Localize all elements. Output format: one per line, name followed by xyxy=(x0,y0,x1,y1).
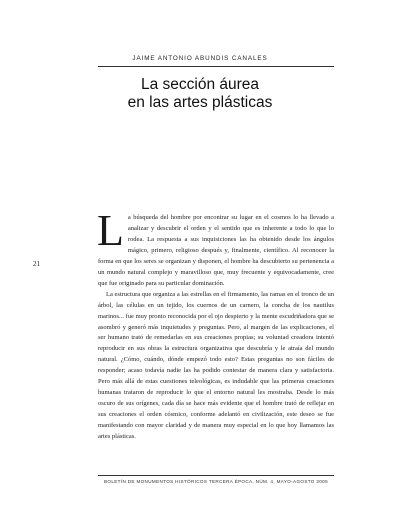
footer-rule xyxy=(98,475,334,476)
paragraph-2: La estructura que organiza a las estrellas en el firmamento, las ramas en el tronco de un árbol, las células en un tejido, los cuernos de un carnero, la concha de los nautilus marinos... fue muy pronto reconocida por el ojo despierto y la mente escudriñadora que se asombró y generó más inquietudes y preguntas. Pero, al margen de las explicaciones, el ser humano trató de remedarlas en sus creaciones propias; su voluntad creadora intentó reproducir en sus obras la estructura organizativa que descubría y le atraía del mundo natural. ¿Cómo, cuándo, dónde empezó todo esto? Estas preguntas no son fáciles de responder; acaso todavía nadie las ha podido contestar de manera clara y satisfactoria. Pero más allá de estas cuestiones teleológicas, es indudable que las primeras creaciones humanas trataron de reproducir lo que el entorno natural les mostraba. Desde lo más oscuro de sus orígenes, cada día se hace más evidente que el hombre trató de reflejar en sus creaciones el orden cósmico, conforme adelantó en civilización, este deseo se fue manifestando con mayor claridad y de manera muy especial en lo que hoy llamamos las artes plásticas. xyxy=(98,290,334,441)
header-rule xyxy=(98,66,334,67)
drop-cap: L xyxy=(97,206,124,255)
article-body xyxy=(97,206,334,443)
title-line-2: en las artes plásticas xyxy=(127,94,273,111)
page-number: 21 xyxy=(33,260,40,268)
paragraph-1 xyxy=(97,206,334,290)
article-title xyxy=(0,76,400,112)
paragraph-1-text: a búsqueda del hombre por encontrar su lugar en el cosmos lo ha llevado a analizar y descubrir el orden y el sentido que es inherente a todo lo que lo rodea. La respuesta a sus inquisiciones las ha obtenido desde los ángulos mágico, primero, religioso después y, finalmente, científico. Al reconocer la forma en que los seres se organizan y disponen, el hombre ha descubierto su pertenencia a un mundo natural complejo y maravilloso que, muy frecuente y equivocadamente, cree que fue originado para su particular dominación. xyxy=(98,214,334,287)
title-line-1: La sección áurea xyxy=(140,76,260,93)
journal-footer: BOLETÍN DE MONUMENTOS HISTÓRICOS TERCERA ÉPOCA, NÚM. 4, MAYO-AGOSTO 2005 xyxy=(104,479,328,484)
author-name: JAIME ANTONIO ABUNDIS CANALES xyxy=(132,55,268,62)
